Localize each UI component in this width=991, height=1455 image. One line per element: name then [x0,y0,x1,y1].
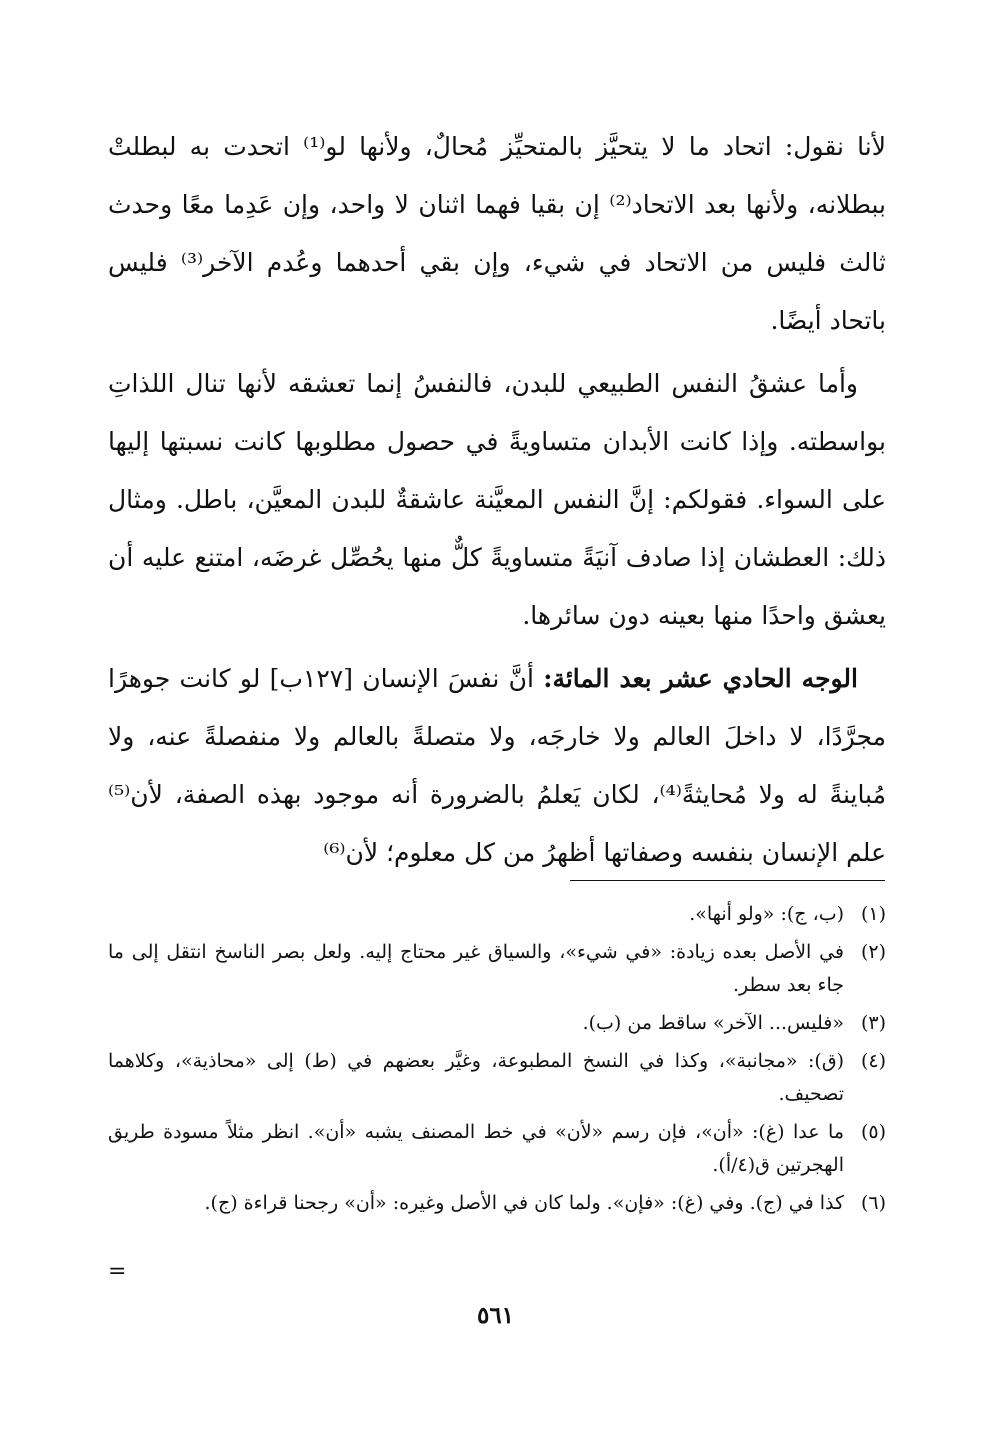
footnote-number: (٥) [860,1121,886,1143]
footnote-number: (١) [860,903,886,925]
paragraph-3 [108,650,886,882]
footnote-item [108,1187,886,1220]
footnote-text: كذا في (ج). وفي (غ): «فإن». ولما كان في الأصل وغيره: «أن» رجحنا قراءة (ج). [204,1192,844,1214]
footnote-number: (٤) [860,1050,886,1072]
footnote-text: «فليس... الآخر» ساقط من (ب). [582,1012,844,1034]
paragraph-3-text: أنَّ نفسَ الإنسان [١٢٧ب] لو كانت جوهرًا مجرَّدًا، لا داخلَ العالم ولا خارجَه، ولا متصلةً بالعالم ولا منفصلةً عنه، ولا مُباينةً له ولا مُحايثةً⁽⁴⁾، لكان يَعلمُ بالضرورة أنه موجود بهذه الصفة، لأن⁽⁵⁾ علم الإنسان بنفسه وصفاتها أظهرُ من كل معلوم؛ لأن⁽⁶⁾ [108,664,886,867]
main-text [108,118,886,887]
footnote-number: (٢) [860,941,886,963]
section-heading: الوجه الحادي عشر بعد المائة: [543,664,858,693]
footnote-item [108,1045,886,1111]
paragraph-2: وأما عشقُ النفس الطبيعي للبدن، فالنفسُ إنما تعشقه لأنها تنال اللذاتِ بواسطته. وإذا كانت الأبدان متساويةً في حصول مطلوبها كانت نسبتها إليها على السواء. فقولكم: إنَّ النفس المعيَّنة عاشقةٌ للبدن المعيَّن، باطل. ومثال ذلك: العطشان إذا صادف آنيَةً متساويةً كلٌّ منها يحُصِّل غرضَه، امتنع عليه أن يعشق واحدًا منها بعينه دون سائرها. [108,369,886,630]
footnote-text: (ق): «مجانبة»، وكذا في النسخ المطبوعة، وغيَّر بعضهم في (ط) إلى «محاذية»، وكلاهما تصحيف. [108,1050,844,1105]
footnote-item [108,898,886,931]
footnotes [108,898,886,1225]
paragraph-1: لأنا نقول: اتحاد ما لا يتحيَّز بالمتحيِّز مُحالٌ، ولأنها لو⁽¹⁾ اتحدت به لبطلتْ ببطلانه، ولأنها بعد الاتحاد⁽²⁾ إن بقيا فهما اثنان لا واحد، وإن عَدِما معًا وحدث ثالث فليس من الاتحاد في شيء، وإن بقي أحدهما وعُدم الآخر⁽³⁾ فليس باتحاد أيضًا. [108,132,887,335]
footnote-number: (٦) [860,1192,886,1214]
footnote-text: في الأصل بعده زيادة: «في شيء»، والسياق غير محتاج إليه. ولعل بصر الناسخ انتقل إلى ما جاء بعد سطر. [108,941,844,996]
footnote-item [108,936,886,1002]
footnote-text: ما عدا (غ): «أن»، فإن رسم «لأن» في خط المصنف يشبه «أن». انظر مثلاً مسودة طريق الهجرتين ق(٤/أ). [108,1121,844,1176]
continuation-mark: = [108,1259,127,1284]
footnote-divider [570,880,885,881]
footnote-number: (٣) [860,1012,886,1034]
footnote-item [108,1007,886,1040]
footnote-text: (ب، ج): «ولو أنها». [689,903,844,925]
footnote-item [108,1116,886,1182]
page-number: ٥٦١ [476,1302,515,1329]
